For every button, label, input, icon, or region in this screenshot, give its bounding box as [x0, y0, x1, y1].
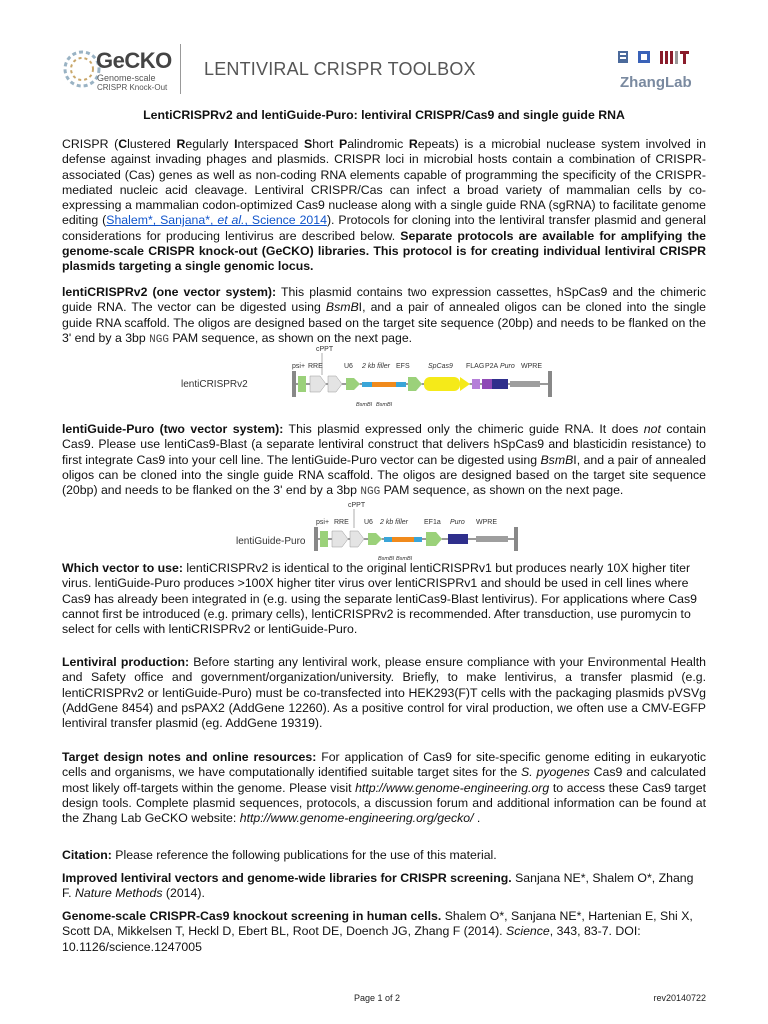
citation-line: Citation: Please reference the following publications for the use of this material. — [62, 848, 497, 862]
p2a-label: P2A — [485, 363, 499, 370]
bsmbi-site-2: BsmBI — [396, 556, 413, 562]
puro-label: Puro — [450, 519, 465, 526]
lab-name: ZhangLab — [620, 74, 692, 91]
logo-subtitle: Genome-scale — [97, 73, 156, 83]
page-number: Page 1 of 2 — [354, 993, 401, 1003]
logo-subtitle-2: CRISPR Knock-Out — [97, 83, 168, 92]
logo-title: GeCKO — [96, 48, 172, 73]
vector-name: lentiGuide-Puro — [236, 536, 306, 547]
science-2014-link[interactable]: Shalem*, Sanjana*, et al., Science 2014 — [106, 213, 327, 228]
document-title: LentiCRISPRv2 and lentiGuide-Puro: lentiviral CRISPR/Cas9 and single guide RNA — [143, 108, 625, 122]
rre-label: RRE — [308, 363, 323, 370]
filler-label: 2 kb filler — [380, 519, 409, 526]
u6-label: U6 — [364, 519, 373, 526]
filler-label: 2 kb filler — [362, 363, 391, 370]
u6-label: U6 — [344, 363, 353, 370]
bsmbi-site-1: BsmBI — [378, 556, 395, 562]
bsmbi-site-2: BsmBI — [376, 402, 393, 408]
reference-2: Genome-scale CRISPR-Cas9 knockout screening in human cells. Shalem O*, Sanjana NE*, Hartenian E, Shi X, Scott DA, Mikkelsen T, Heckl D, Ebert BL, Root DE, Doench JG, Zhang F (2014). Science, 343, 83-7. DOI: 10.1126/science.1247005 — [62, 909, 693, 954]
target-design-paragraph: Target design notes and online resources: For application of Cas9 for site-specific genome editing in eukaryotic cells and organisms, we have computationally identified suitable target sites for the S. pyogenes Cas9 and calculated most likely off-targets within the genome. Please visit http://www.genome-engineering.org to access these Cas9 target design tools. Complete plasmid sequences, protocols, a discussion forum and additional information can be found at the Zhang Lab GeCKO website: http://www.genome-engineering.org/gecko/ . — [62, 750, 706, 826]
wpre-label: WPRE — [476, 519, 497, 526]
reference-1: Improved lentiviral vectors and genome-wide libraries for CRISPR screening. Sanjana NE*, Shalem O*, Zhang F. Nature Methods (2014). — [62, 871, 694, 901]
vector-name: lentiCRISPRv2 — [181, 379, 248, 390]
puro-label: Puro — [500, 363, 515, 370]
psi-label: psi+ — [292, 363, 306, 370]
intro-paragraph: CRISPR (Clustered Regularly Interspaced Short Palindromic Repeats) is a microbial nuclease system involved in defense against invading phages and plasmids. CRISPR loci in microbial hosts contain a combination of CRISPR-associated (Cas) genes as well as non-coding RNA elements capable of programming the specificity of the CRISPR-mediated nucleic acid cleavage. Lentiviral CRISPR/Cas can infect a broad variety of mammalian cells by co-expressing a mammalian codon-optimized Cas9 nuclease along with a single guide RNA (sgRNA) to facilitate genome editing (Shalem*, Sanjana*, et al., Science 2014). Protocols for cloning into the lentiviral transfer plasmid and general considerations for producing lentivirus are described below. Separate protocols are available for amplifying the genome-scale CRISPR knock-out (GeCKO) libraries. This protocol is for creating individual lentiviral CRISPR plasmids targeting a single genomic locus. — [62, 137, 706, 274]
lentiguide-puro-map — [236, 500, 536, 562]
toolbox-title: LENTIVIRAL CRISPR TOOLBOX — [204, 59, 476, 79]
wpre-label: WPRE — [521, 363, 542, 370]
cppt-label: cPPT — [316, 346, 334, 353]
lenticrisprv2-map — [180, 343, 560, 413]
efs-label: EFS — [396, 363, 410, 370]
genome-engineering-link[interactable]: http://www.genome-engineering.org — [355, 780, 550, 795]
page-header — [62, 40, 712, 100]
ef1a-label: EF1a — [424, 519, 441, 526]
flag-label: FLAG — [466, 363, 485, 370]
lentiviral-production-paragraph: Lentiviral production: Before starting any lentiviral work, please ensure compliance with your Environmental Health and Safety office and government/organization/university. Briefly, to make lentivirus, a transfer plasmid (e.g. lentiCRISPRv2 or lentiGuide-Puro) must be co-transfected into HEK293(F)T cells with the packaging plasmids pVSVg (AddGene 8454) and psPAX2 (AddGene 12260). As a positive control for viral production, we often use a CMV-EGFP lentiviral transfer plasmid (eg. AddGene 19319). — [62, 655, 706, 731]
cppt-label: cPPT — [348, 502, 366, 509]
lenticrisprv2-paragraph: lentiCRISPRv2 (one vector system): This plasmid contains two expression cassettes, hSpCas9 and the chimeric guide RNA. The vector can be digested using BsmBI, and a pair of annealed oligos can be cloned into the single guide RNA scaffold. The oligos are designed based on the target site sequence (20bp) and needs to be flanked on the 3' end by a 3bp NGG PAM sequence, as shown on the next page. — [62, 285, 706, 346]
gecko-website-link[interactable]: http://www.genome-engineering.org/gecko/ — [239, 811, 474, 826]
which-vector-paragraph: Which vector to use: lentiCRISPRv2 is identical to the original lentiCRISPRv1 but produces nearly 10X higher titer virus. lentiGuide-Puro produces >100X higher titer virus over lentiCRISPRv1 and should be used in cell lines where Cas9 has already been integrated in (e.g. using the separate lentiCas9-Blast lentivirus). For applications where Cas9 cannot first be introduced (e.g. primary cells), lentiCRISPRv2 is recommended. After transduction, use puromycin to select for cells with lentiCRISPRv2 or lentiGuide-Puro. — [62, 561, 698, 637]
lentiguide-puro-paragraph: lentiGuide-Puro (two vector system): This plasmid expressed only the chimeric guide RNA. It does not contain Cas9. Please use lentiCas9-Blast (a separate lentiviral construct that delivers hSpCas9 and blasticidin resistance) to first integrate Cas9 into your cell line. The lentiGuide-Puro vector can be digested using BsmBI, and a pair of annealed oligos can be cloned into the single guide RNA scaffold. The oligos are designed based on the target site sequence (20bp) and needs to be flanked on the 3' end by a 3bp NGG PAM sequence, as shown on the next page. — [62, 422, 706, 499]
institution-logos-icon — [614, 48, 714, 68]
spcas9-label: SpCas9 — [428, 363, 453, 370]
psi-label: psi+ — [316, 519, 330, 526]
bsmbi-site-1: BsmBI — [356, 402, 373, 408]
header-divider — [180, 44, 181, 94]
rre-label: RRE — [334, 519, 349, 526]
revision-label: rev20140722 — [653, 993, 706, 1003]
